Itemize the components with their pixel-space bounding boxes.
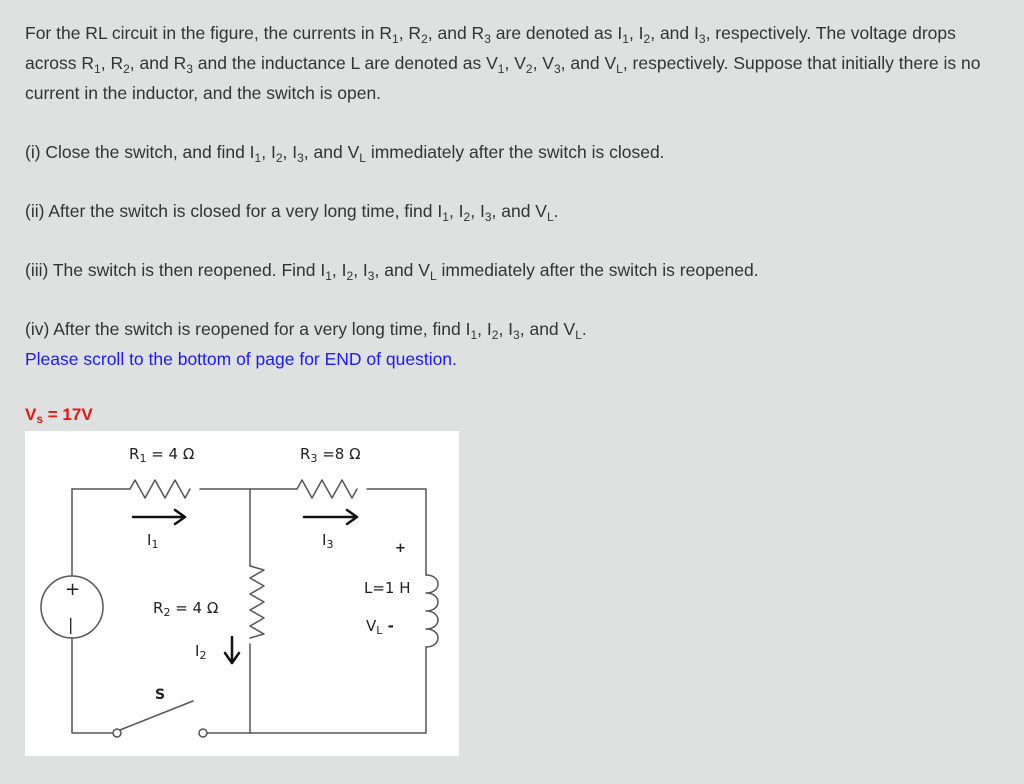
switch-label: S: [155, 687, 166, 703]
i2-arrow: [225, 637, 239, 663]
r1-resistor: [130, 480, 190, 498]
i3-label: $I_3$: [322, 531, 334, 551]
r3-label: $R_3 =8$ Ω: [300, 445, 361, 465]
scroll-note: Please scroll to the bottom of page for END of question.: [25, 349, 457, 369]
top-wire-right: [367, 489, 426, 575]
right-wire-bottom: [250, 647, 426, 733]
question-iv: (iv) After the switch is reopened for a very long time, find $I_1$, $I_2$, $I_3$, and $V_L$.: [25, 319, 587, 342]
left-wire-bottom: [72, 638, 112, 733]
question-i: (i) Close the switch, and find $I_1$, $I_2$, $I_3$, and $V_L$ immediately after the switch is closed.: [25, 142, 665, 165]
r2-label: $R_2 = 4$ Ω: [153, 599, 219, 619]
source-plus: +: [65, 579, 81, 600]
circuit-figure: [25, 431, 459, 756]
vl-label: $V_L$ -: [366, 617, 394, 637]
r3-resistor: [297, 480, 357, 498]
i1-label: $I_1$: [147, 531, 159, 551]
i3-arrow: [304, 510, 357, 524]
switch-terminal-right: [199, 729, 207, 737]
question-iii: (iii) The switch is then reopened. Find $I_1$, $I_2$, $I_3$, and $V_L$ immediately after the switch is reopened.: [25, 260, 759, 283]
inductor-coil: [426, 575, 438, 647]
question-ii: (ii) After the switch is closed for a very long time, find $I_1$, $I_2$, $I_3$, and $V_L$.: [25, 201, 559, 224]
source-voltage-label: $V_s = 17V$: [25, 405, 93, 426]
switch-blade: [120, 701, 193, 730]
r1-label: $R_1 = 4$ Ω: [129, 445, 195, 465]
i2-label: $I_2$: [195, 642, 207, 662]
intro-paragraph: For the RL circuit in the figure, the currents in $R_1$, $R_2$, and $R_3$ are denoted as $I_1$, $I_2$, and $I_3$, respectively. The voltage drops across $R_1$, $R_2$, and $R_3$ and the inductance L are denoted as $V_1$, $V_2$, $V_3$, and $V_L$, respectively. Suppose that initially there is no current in the inductor, and the switch is open.: [25, 23, 981, 103]
i1-arrow: [133, 510, 185, 524]
source-minus: |: [68, 615, 74, 634]
inductor-plus: +: [395, 541, 406, 556]
r2-resistor: [250, 566, 264, 638]
question-body: [25, 18, 1010, 374]
inductor-label: L=1 H: [364, 579, 411, 597]
middle-wire-bottom: [203, 644, 250, 733]
